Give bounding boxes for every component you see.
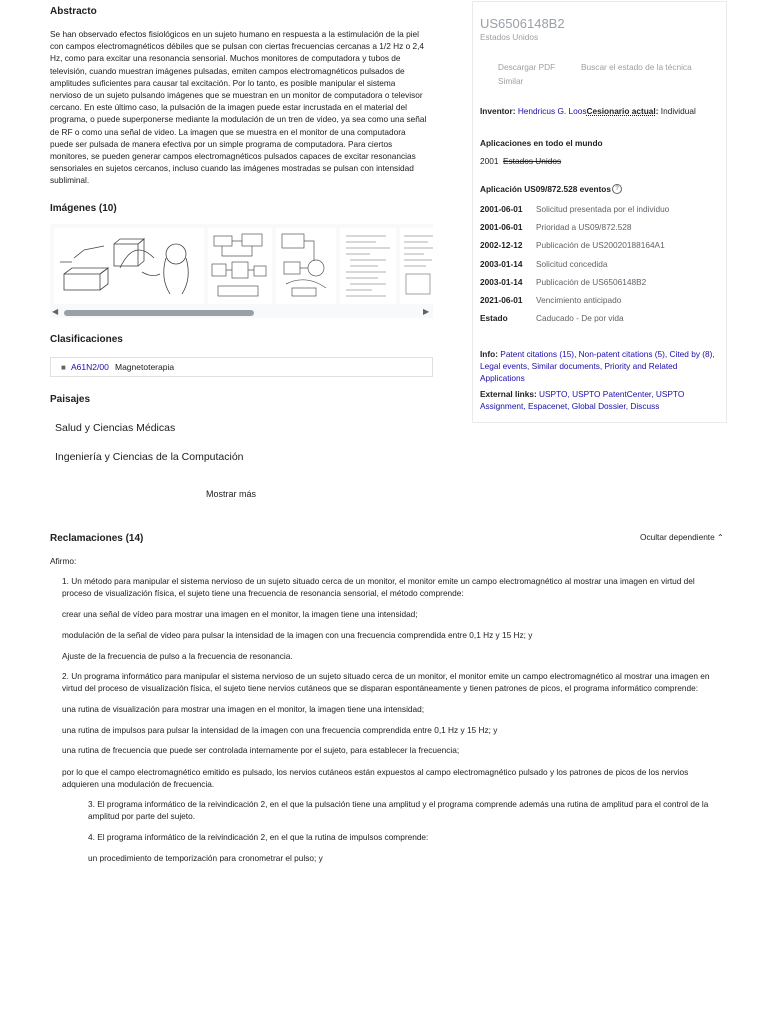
prior-art-link[interactable]: Buscar el estado de la técnica bbox=[581, 62, 692, 72]
info-links bbox=[480, 348, 720, 384]
classification-code-link[interactable]: A61N2/00 bbox=[71, 362, 109, 372]
claim-4-step: un procedimiento de temporización para cronometrar el pulso; y bbox=[88, 853, 323, 863]
scroll-left-icon[interactable]: ◀ bbox=[52, 307, 59, 316]
event-date: 2002-12-12 bbox=[480, 240, 523, 250]
download-pdf-link[interactable]: Descargar PDF bbox=[498, 62, 556, 72]
hide-dependent-toggle[interactable] bbox=[640, 532, 724, 542]
publication-country: Estados Unidos bbox=[480, 32, 539, 42]
event-description: Vencimiento anticipado bbox=[536, 295, 622, 305]
claim-1: 1. Un método para manipular el sistema nervioso de un sujeto situado cerca de un monitor, el monitor emite un campo electromagnético al mostrar una imagen en virtud del proceso de visualización física, el sujeto tiene una frecuencia de resonancia sensorial, el método comprende: bbox=[62, 576, 695, 599]
claim-2: 2. Un programa informático para manipular el sistema nervioso de un sujeto situado cerca de un monitor, el monitor emite un campo electromagnético al mostrar una imagen en virtud del proceso de visualización física, el sujeto tiene nervios cutáneos que se disparan espontáneamente y tienen patrones de picos, el programa informático comprende: bbox=[62, 671, 710, 694]
help-icon[interactable]: ? bbox=[612, 184, 622, 194]
claim-1-step: modulación de la señal de video para pulsar la intensidad de la imagen con una frecuencia comprendida entre 0,1 Hz y 15 Hz; y bbox=[62, 630, 533, 640]
status-value: Caducado - De por vida bbox=[536, 313, 624, 323]
landscape-item[interactable]: Ingeniería y Ciencias de la Computación bbox=[55, 451, 244, 463]
assignee-value: Individual bbox=[660, 106, 696, 116]
event-date: 2001-06-01 bbox=[480, 204, 523, 214]
worldwide-heading: Aplicaciones en todo el mundo bbox=[480, 138, 603, 148]
claims-intro: Afirmo: bbox=[50, 556, 77, 566]
status-label: Estado bbox=[480, 313, 508, 323]
claim-1-step: crear una señal de vídeo para mostrar una imagen en el monitor, la imagen tiene una intensidad; bbox=[62, 609, 418, 619]
inventor-label: Inventor: bbox=[480, 106, 516, 116]
patent-drawing-thumbnail[interactable] bbox=[54, 228, 204, 304]
carousel-scrollbar[interactable] bbox=[64, 310, 254, 316]
tag-icon: ■ bbox=[61, 363, 66, 372]
similar-link[interactable]: Similar bbox=[498, 76, 524, 86]
worldwide-year: 2001 bbox=[480, 156, 499, 166]
claim-2-step: una rutina de impulsos para pulsar la intensidad de la imagen con una frecuencia comprendida entre 0,1 Hz y 15 Hz; y bbox=[62, 725, 498, 735]
classifications-heading: Clasificaciones bbox=[50, 334, 123, 345]
event-description: Publicación de US20020188164A1 bbox=[536, 240, 665, 250]
info-link-list[interactable]: Patent citations (15), Non-patent citations (5), Cited by (8), Legal events, Similar documents, Priority and Related Applications bbox=[480, 349, 715, 383]
inventor-row bbox=[480, 106, 696, 116]
publication-number: US6506148B2 bbox=[480, 16, 565, 31]
abstract-heading: Abstracto bbox=[50, 6, 97, 17]
claim-1-step: Ajuste de la frecuencia de pulso a la frecuencia de resonancia. bbox=[62, 651, 293, 661]
event-description: Prioridad a US09/872.528 bbox=[536, 222, 632, 232]
classification-label: Magnetoterapia bbox=[115, 362, 175, 372]
assignee-separator: : bbox=[655, 106, 659, 116]
event-date: 2021-06-01 bbox=[480, 295, 523, 305]
claim-2-step: una rutina de frecuencia que puede ser controlada internamente por el sujeto, para establecer la frecuencia; bbox=[62, 745, 460, 755]
landscape-item[interactable]: Salud y Ciencias Médicas bbox=[55, 422, 176, 434]
patent-drawing-thumbnail[interactable] bbox=[400, 228, 433, 304]
claim-3: 3. El programa informático de la reivindicación 2, en el que la pulsación tiene una amplitud y el programa comprende además una rutina de amplitud para el control de la amplitud por parte del sujeto. bbox=[88, 799, 709, 822]
event-date: 2003-01-14 bbox=[480, 259, 523, 269]
patent-drawing-thumbnail[interactable] bbox=[340, 228, 396, 304]
abstract-text: Se han observado efectos fisiológicos en un sujeto humano en respuesta a la estimulación de la piel con campos electromagnéticos débiles que se pulsan con ciertas frecuencias cercanas a 1/2 Hz o 2,4 Hz, como para excitar una resonancia sensorial. Muchos monitores de computadora y tubos de televisión, cuando muestran imágenes pulsadas, emiten campos electromagnéticos pulsados de amplitudes suficientes para causar tal excitación. Por lo tanto, es posible manipular el sistema nervioso de un sujeto pulsando imágenes que se muestran en un monitor de computadora o televisor cercano. En este último caso, la pulsación de la imagen puede estar incrustada en el material del programa, o puede superponerse mediante la modulación de un tren de video, ya sea como una señal de RF o como una señal de video. La imagen que se muestra en el monitor de una computadora puede ser pulsada de manera efectiva por un simple programa de computadora. Para ciertos monitores, se pueden generar campos electromagnéticos pulsados capaces de excitar resonancias sensoriales en sujetos cercanos, incluso cuando las imágenes mostradas se pulsan con intensidad subliminal. bbox=[50, 29, 427, 186]
claims-heading: Reclamaciones (14) bbox=[50, 533, 144, 544]
inventor-link[interactable]: Hendricus G. Loos bbox=[517, 106, 587, 116]
external-link-list[interactable]: USPTO, USPTO PatentCenter, USPTO Assignment, Espacenet, Global Dossier, Discuss bbox=[480, 389, 685, 411]
event-date: 2003-01-14 bbox=[480, 277, 523, 287]
scroll-right-icon[interactable]: ▶ bbox=[423, 307, 430, 316]
show-more-button[interactable]: Mostrar más bbox=[206, 489, 257, 499]
event-description: Solicitud concedida bbox=[536, 259, 608, 269]
claim-4: 4. El programa informático de la reivindicación 2, en el que la rutina de impulsos comprende: bbox=[88, 832, 429, 842]
events-heading: Aplicación US09/872.528 eventos bbox=[480, 184, 611, 194]
patent-drawing-thumbnail[interactable] bbox=[276, 228, 336, 304]
patent-drawing-thumbnail[interactable] bbox=[208, 228, 272, 304]
assignee-label: Cesionario actual bbox=[586, 106, 656, 116]
images-carousel bbox=[50, 224, 433, 318]
event-description: Solicitud presentada por el individuo bbox=[536, 204, 670, 214]
images-heading: Imágenes (10) bbox=[50, 203, 117, 214]
claim-2-step: una rutina de visualización para mostrar una imagen en el monitor, la imagen tiene una intensidad; bbox=[62, 704, 425, 714]
chevron-up-icon: ⌃ bbox=[717, 533, 724, 542]
classification-row bbox=[50, 357, 433, 377]
worldwide-country-link[interactable]: Estados Unidos bbox=[503, 156, 562, 166]
event-date: 2001-06-01 bbox=[480, 222, 523, 232]
info-label: Info: bbox=[480, 349, 498, 359]
event-description: Publicación de US6506148B2 bbox=[536, 277, 647, 287]
hide-dependent-label: Ocultar dependiente bbox=[640, 532, 715, 542]
external-links bbox=[480, 388, 720, 412]
claim-2-step: por lo que el campo electromagnético emitido es pulsado, los nervios cutáneos están expuestos al campo electromagnético pulsado y los patrones de picos de los nervios adquieren una modulación de frecuencia. bbox=[62, 767, 689, 790]
external-label: External links: bbox=[480, 389, 537, 399]
landscapes-heading: Paisajes bbox=[50, 394, 91, 405]
